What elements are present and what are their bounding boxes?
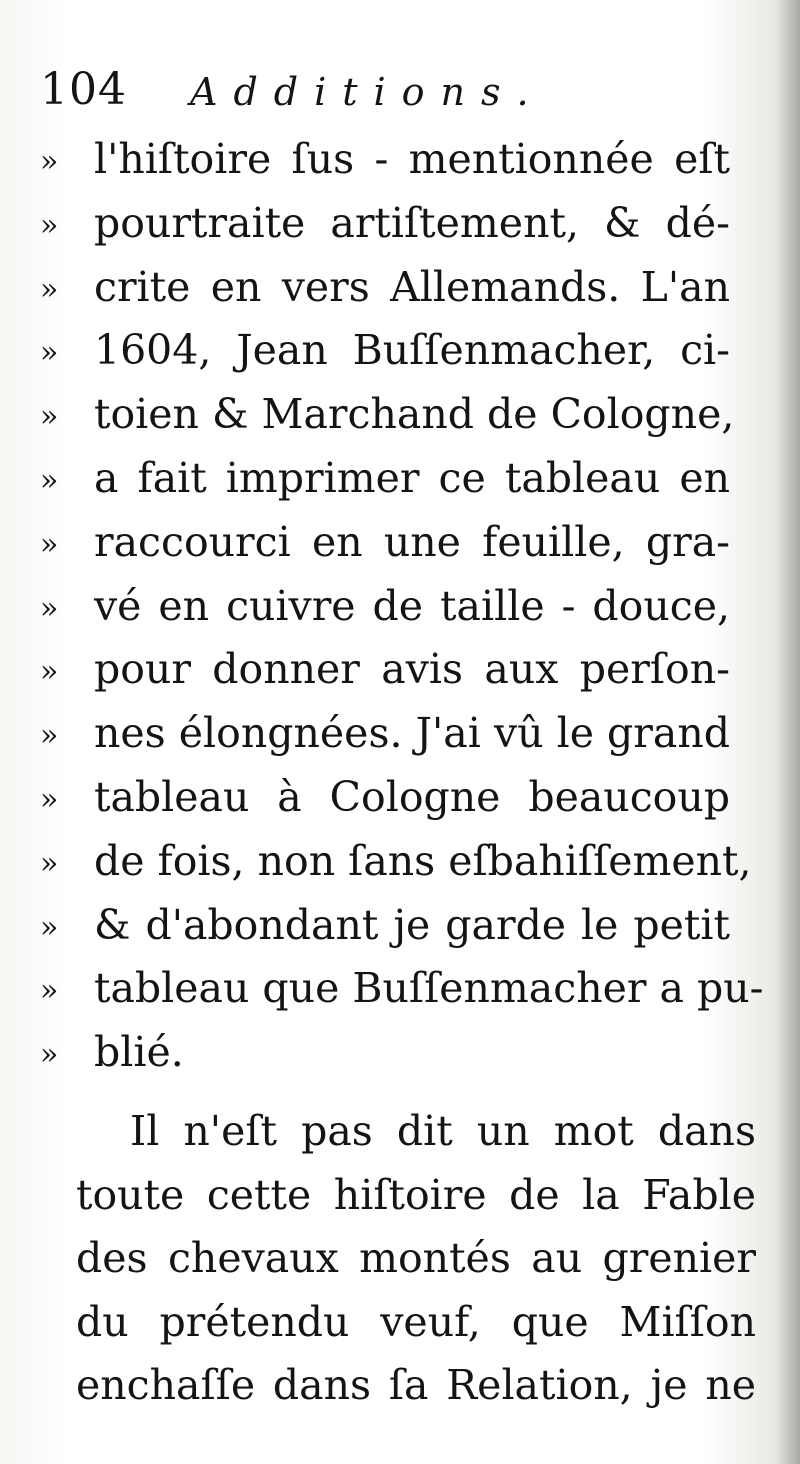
quote-line-text: de fois, non ſans eſbahiſſement, [94,836,752,885]
quote-mark: » [40,590,59,626]
quote-mark: » [40,271,59,307]
quote-line-text: l'hiſtoire ſus - mentionnée eſt [94,135,730,183]
quote-mark: » [40,781,59,817]
quote-line [40,575,760,639]
quote-mark: » [40,845,59,881]
quote-line [40,511,760,575]
quote-line [40,638,760,702]
quote-line-text: pourtraite artiſtement, & dé- [94,198,730,247]
paragraph-line: Il n'eſt pas dit un mot dans [130,1107,756,1155]
quote-line [40,383,760,447]
quote-line [40,192,760,256]
quote-mark: » [40,718,59,754]
paragraph-line: du prétendu veuf, que Miſſon [76,1297,756,1346]
quote-line [40,766,760,830]
quote-line-text: a fait imprimer ce tableau en [94,453,730,502]
quote-line-text: raccourci en une feuille, gra- [94,517,730,566]
quote-line-text: tableau que Buſſenmacher a pu- [94,964,764,1013]
paragraph-line: enchaſſe dans ſa Relation, je ne [76,1361,756,1410]
quote-line-text: nes élongnées. J'ai vû le grand [94,709,730,758]
quoted-passage [40,128,764,1085]
quote-line [40,957,764,1021]
quote-mark: » [40,1037,59,1073]
quote-mark: » [40,654,59,690]
quote-line-text: vé en cuivre de taille - douce, [94,581,730,630]
quote-line-text: pour donner avis aux perſon- [94,645,730,694]
running-head: Additions. [190,70,545,114]
body-paragraph [76,1100,756,1418]
quote-line-text: crite en vers Allemands. L'an [94,262,730,311]
quote-line-text: toien & Marchand de Cologne, [94,390,735,439]
quote-line [40,894,760,958]
quote-line-text: blié. [94,1028,184,1077]
quote-line-text: & d'abondant je garde le petit [94,900,730,949]
quote-line-text: 1604, Jean Buſſenmacher, ci- [94,326,730,375]
quote-line-text: tableau à Cologne beaucoup [94,772,730,821]
quote-mark: » [40,399,59,435]
quote-line [40,1021,760,1085]
paragraph-line: des chevaux montés au grenier [76,1234,756,1283]
quote-line [40,128,760,192]
quote-mark: » [40,335,59,371]
page-header [40,62,740,118]
quote-line [40,830,760,894]
page-number: 104 [40,64,127,115]
page-edge-shadow [778,0,800,1464]
quote-mark: » [40,144,59,179]
paragraph-line: toute cette hiſtoire de la Fable [76,1170,756,1219]
quote-line [40,319,760,383]
quote-line [40,447,760,511]
quote-mark: » [40,462,59,498]
quote-line [40,702,760,766]
quote-mark: » [40,973,59,1009]
quote-mark: » [40,526,59,562]
quote-mark: » [40,909,59,945]
quote-mark: » [40,207,59,243]
quote-line [40,256,760,320]
